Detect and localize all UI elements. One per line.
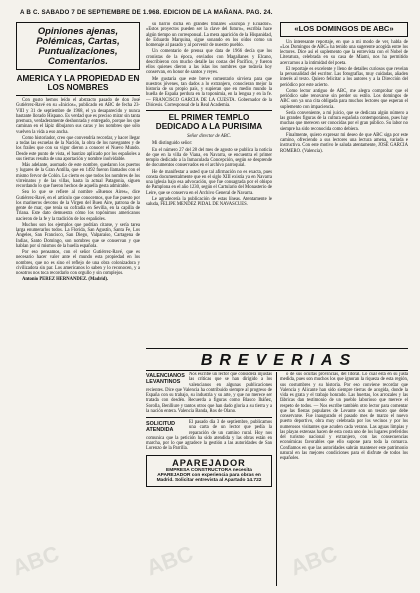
divider <box>146 110 272 111</box>
ad-body: EMPRESA CONSTRUCTORA necesita APAREJADOR con experiencia para obras en Madrid. Solicitar entrevista al Apartado 14.722 <box>156 467 262 484</box>
breve-item <box>146 372 272 414</box>
article-paragraph: Como historiador, creo que convendría recordar, y hacer llegar a todas las escuelas de la Nación, la obra de los navegantes y de los frailes que con su vigor dieron a conocer el Nuevo Mundo. Desde este punto de vista, el bautizo aplicado por los españoles a sus tierras resulta de una aportación y nombre inolvidable. <box>16 135 140 162</box>
article-headline-purisima: EL PRIMER TEMPLO DEDICADO A LA PURISIMA <box>155 113 263 131</box>
breve-kicker: VALENCIANOS LEVANTINOS <box>146 373 185 385</box>
article-paragraph: Sería conveniente, a mi juicio, que se dedicara algún número a las grandes figuras de la cultura española contemporánea, pues hay muchas que merecen ser conocidas por el gran público. Su labor no siempre ha sido reconocida como debiera. <box>280 110 408 132</box>
breve-text: El pasado día 3 de septiembre, publicamos una carta de un lector que pedía la reparación de un camino rural. Hoy nos comunica que la petición ha sido atendida y las obras están en marcha, por lo que agradece la gestión a las autoridades de San Lorenzo de la Parrilla. <box>146 420 272 452</box>
classified-ad <box>146 455 272 487</box>
article-paragraph: Como lector antiguo de ABC, me alegra comprobar que el periódico sabe renovarse sin perder su estilo. Los domingos de ABC son ya una cita obligada para muchos lectores que esperan el suplemento con impaciencia. <box>280 88 408 110</box>
ad-title: APAREJADOR <box>172 457 246 468</box>
breve-kicker: SOLICITUD ATENDIDA <box>146 421 176 433</box>
breve-continuation: o de sus ocultas provincias, del litoral. Lo cual está en su justa medida, pues son muchos los que ignoran la riqueza de esta región, sus costumbres y su historia. Por eso conviene recordar que Valencia y Alicante han sido siempre tierras de acogida, donde la vida es grata y el trabajo honrado. Las huertas, los arrozales y las fábricas dan testimonio de un pueblo laborioso que merece el respeto de todos. — Nos escribe también otro lector para comentar que las fiestas populares de Levante son un tesoro que debe conservarse. Fue inaugurado el pasado mes de marzo el nuevo puerto deportivo, obra muy celebrada por los vecinos y por los numerosos visitantes que acuden cada verano. Las aguas limpias y las playas extensas hacen de esta costa uno de los lugares preferidos del turismo nacional y extranjero, con las consecuencias económicas favorables que ello supone para toda la comarca. Confiamos en que las autoridades sabrán mantener este patrimonio natural en las mejores condiciones para el disfrute de todos los españoles. <box>280 372 408 461</box>
divider <box>16 95 140 96</box>
opinions-box <box>16 22 140 70</box>
breverias-title: BREVERIAS <box>200 352 358 369</box>
article-subhead: Señor director de ABC. <box>187 134 231 139</box>
article-headline-america: AMERICA Y LA PROPIEDAD EN LOS NOMBRES <box>16 74 140 92</box>
article-paragraph: Me gustaría que este breve comentario sirviera para que nuestros jóvenes, tan dados a lo extranjero, conocieran mejor la historia de su propio país, y supieran que en medio mundo la huella de España perdura en la toponimia, en la lengua y en la fe. — FRANCISCO GARCIA DE LA CUESTA. Gobernador de la Diócesis. Corresponsal de la Real Academia. <box>146 76 272 108</box>
column-divider <box>276 372 277 586</box>
domingos-box <box>280 22 408 37</box>
article-paragraph: Con gusto hemos leído el abstracto pasado de don José Gutiérrez-Ravé en su «Inicios», publicado en ABC de fecha 23-VIII y 31 de septiembre de 1968, el ya desaparecido y nunca bastante llorado Hispano. Es verdad que es preciso mirar sin tanta premura, verdaderamente deshonrada y entregado, porque los que caminan en el lápiz dibujaron sus caras y los nombres que sólo vuelven la vida a eso ancha. <box>16 98 140 135</box>
page-header: A B C. SABADO 7 DE SEPTIEMBRE DE 1.968. EDICION DE LA MAÑANA. PAG. 24. <box>20 9 273 16</box>
article-paragraph: En el número 27 del 28 del mes de agosto se publica la noticia de que en la villa de Viana, en Navarra, se encuentra el primer templo dedicado a la Inmaculada Concepción, según se desprende de documentos conservados en el archivo parroquial. <box>146 147 272 169</box>
divider <box>146 417 272 418</box>
breve-text: Nos escribe un lector que considera injustas las críticas que se han dirigido a los valencianos en algunas publicaciones recientes. Dice que Valencia ha contribuido siempre al progreso de España con su trabajo, su industria y su arte, y que no merece ser tratada con desdén. Recuerda a figuras como Blasco Ibáñez, Sorolla, Benlliure y tantos otros que han dado gloria a su tierra y a la nación entera. Valencia Banda, Ros de Olano. <box>146 372 272 414</box>
section-rule-top <box>146 348 408 349</box>
article-paragraph: Por eso pensamos, con el señor Gutiérrez-Ravé, que es necesario hacer valer ante el mundo esta propiedad en los nombres, que no es sino el reflejo de una obra colonizadora y civilizadora sin par. Los americanos lo saben y lo reconocen, y a nosotros nos toca recordarlo con orgullo y sin complejos. <box>16 250 140 276</box>
opinions-box-title: Opiniones ajenas, Polémicas, Cartas, Puntualizaciones, Comentarios. <box>36 25 120 66</box>
column-1 <box>16 22 140 574</box>
article-paragraph: El reportaje es excelente y lleno de detalles curiosos que revelan la personalidad del escritor. Las fotografías, muy cuidadas, añaden interés al texto. Quiero felicitar a los autores y a la Dirección del periódico por este acierto. <box>280 66 408 88</box>
article-paragraph: Sea lo que se refiere al nombre «Buenos Aires», dice Gutiérrez-Ravé, en el artículo que conocemos, que fue puesto por los marineros devotos de la Virgen del Buen Aire, patrona de la gente de mar, que tenía su cofradía en Sevilla, en la capilla de Triana. Este dato demuestra cómo los topónimos americanos nacieron de la fe y la tradición de los españoles. <box>16 190 140 222</box>
watermark: ABC <box>142 540 197 581</box>
article-paragraph: Muchos son los ejemplos que podrían citarse, y sería tarea larga enumerarlos todos. La Florida, San Agustín, Santa Fe, Los Ángeles, San Francisco, San Diego, Valparaíso, Cartagena de Indias, Santo Domingo, son nombres que se conservan y que hablan por sí mismos de la huella española. <box>16 222 140 249</box>
article-signature: Antonio PEREZ HERNANDEZ. (Madrid). <box>22 277 109 283</box>
watermark: ABC <box>8 540 63 581</box>
article-paragraph: su barrio dicha en grandes titulares «Europa y Ecuador». «Estos proyectos pueden ser la clave del futuro», escribía hace algún tiempo un corresponsal. La mera aparición de la Hispanidad, de Eduardo Marquina, sigue sonando en los oídos como un homenaje al pasado y al porvenir de nuestro pueblo. <box>146 22 272 48</box>
watermark: ABC <box>286 540 341 581</box>
article-paragraph: Finalmente, quiero expresar mi deseo de que ABC siga por este camino, ofreciendo a sus lectores una lectura amena, variada e instructiva. Con este motivo le saluda atentamente, JOSÉ GARCIA ROMERO. (Valencia). <box>280 132 408 154</box>
article-paragraph: Un interesante reportaje, en que a mi modo de ver, habla de «Los Domingos de ABC» ha tenido una sugerente acogida entre los lectores. Dice así el suplemento que la entrevista con el Nobel de Literatura, celebrada en su casa de Miami, nos ha permitido acercarnos a la intimidad del poeta. <box>280 39 408 66</box>
article-paragraph: Un comentario de prensa que data de 1966 decía que los cronistas de la época, enviados con Magallanes y Elcano, describieron con mucho detalle las costas del Pacífico, y fueron ellos quienes dieron a las islas los nombres que todavía hoy conservan, en honor de santos y reyes. <box>146 49 272 76</box>
article-paragraph: Mi distinguido señor: <box>152 141 193 147</box>
section-rule-bottom <box>146 370 408 371</box>
article-paragraph: Más adelante, asomado de este nombre, quedaron los puertos y lugares de la Gran Antilla, que en 1492 fueron llamados con el mismo fervor de Colón. Lo cierto es que todos los nombres de los virreinatos y de las villas, hasta la actual Patagonia, siguen recordando lo que fueron hechos de aquella gesta admirable. <box>16 163 140 189</box>
breve-item <box>146 420 272 452</box>
article-paragraph: He de manifestar a usted que tal afirmación no es exacta, pues consta documentalmente que en el siglo XIII existía ya en Navarra una iglesia bajo esa advocación, que fue consagrada por el obispo de Pamplona en el año 1230, según el Cartulario del Monasterio de Leire, que se conserva en el Archivo General de Navarra. <box>146 169 272 196</box>
article-paragraph: Le agradecería la publicación de estas líneas. Atentamente le saluda, FELIPE MENDEZ PIDAL DE NAVASCUES. <box>146 196 272 207</box>
column-2 <box>146 22 272 368</box>
domingos-box-title: «LOS DOMINGOS DE ABC» <box>294 24 394 33</box>
column-3 <box>280 22 408 368</box>
